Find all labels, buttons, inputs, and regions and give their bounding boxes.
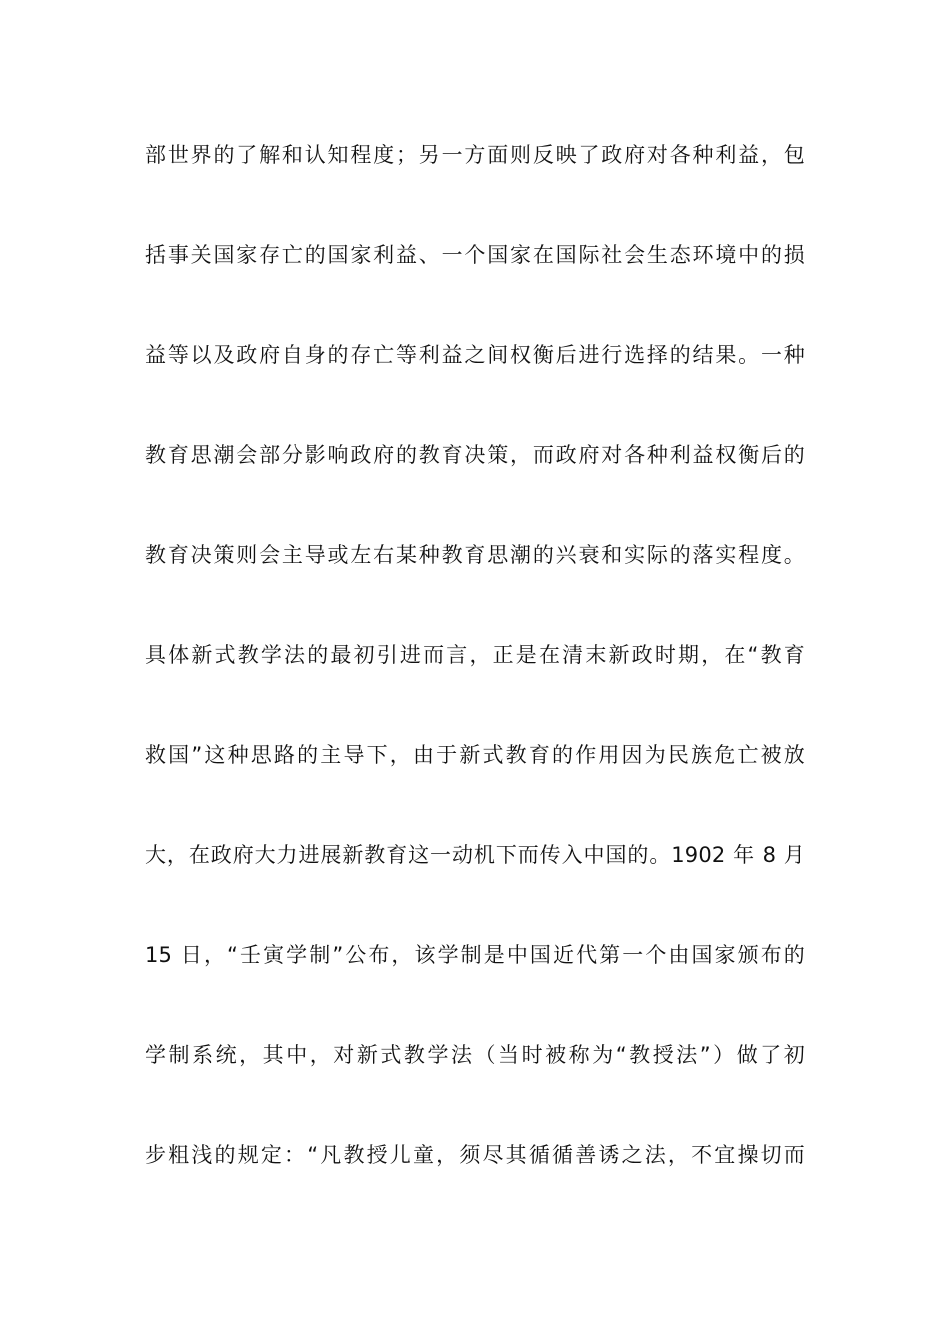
text-line: 括事关国家存亡的国家利益、一个国家在国际社会生态环境中的损 [145,243,805,267]
text-line: 步粗浅的规定：“凡教授儿童，须尽其循循善诱之法，不宜操切而 [145,1143,805,1167]
text-line: 救国”这种思路的主导下，由于新式教育的作用因为民族危亡被放 [145,743,805,767]
text-line: 教育思潮会部分影响政府的教育决策，而政府对各种利益权衡后的 [145,443,805,467]
text-line: 具体新式教学法的最初引进而言，正是在清末新政时期，在“教育 [145,643,805,667]
text-line: 15 日，“壬寅学制”公布，该学制是中国近代第一个由国家颁布的 [145,943,805,967]
body-text [145,130,805,1230]
text-line: 教育决策则会主导或左右某种教育思潮的兴衰和实际的落实程度。 [145,543,805,567]
text-line: 学制系统，其中，对新式教学法（当时被称为“教授法”）做了初 [145,1043,805,1067]
text-line: 益等以及政府自身的存亡等利益之间权衡后进行选择的结果。一种 [145,343,805,367]
text-line: 部世界的了解和认知程度；另一方面则反映了政府对各种利益，包 [145,143,805,167]
text-line: 大，在政府大力进展新教育这一动机下而传入中国的。1902 年 8 月 [145,843,805,867]
